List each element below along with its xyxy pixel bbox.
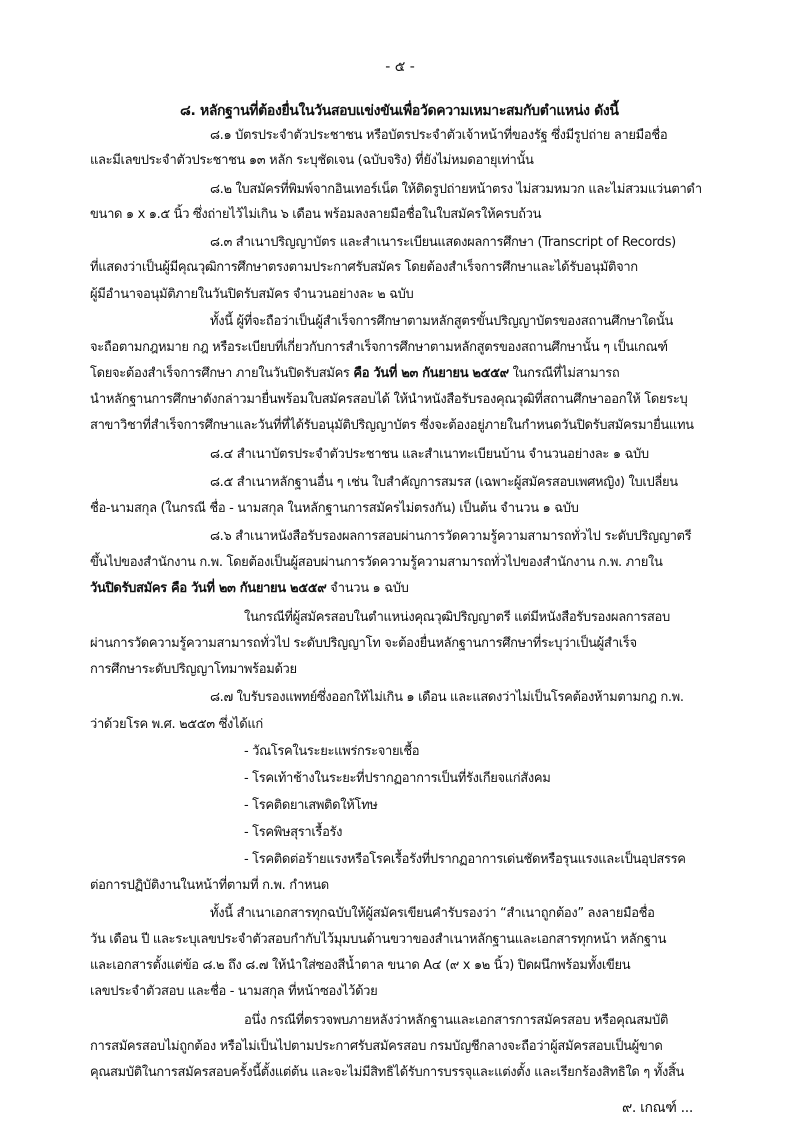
copies-para-line-1: ทั้งนี้ สำเนาเอกสารทุกฉบับให้ผู้สมัครเขียนคำรับรองว่า “สำเนาถูกต้อง” ลงลายมือชื่อ	[210, 906, 655, 921]
item-8-5-line-2: ชื่อ-นามสกุล (ในกรณี ชื่อ - นามสกุล ในหลักฐานการสมัครไม่ตรงกัน) เป็นต้น จำนวน ๑ ฉบับ	[90, 501, 579, 516]
note-para-line-1: อนึ่ง กรณีที่ตรวจพบภายหลังว่าหลักฐานและเอกสารการสมัครสอบ หรือคุณสมบัติ	[244, 1013, 669, 1028]
note-para-line-3: คุณสมบัติในการสมัครสอบครั้งนี้ตั้งแต่ต้น และจะไม่มีสิทธิได้รับการบรรจุและแต่งตั้ง และเรียกร้องสิทธิใด ๆ ทั้งสิ้น	[90, 1065, 685, 1080]
graduate-para-line-3a: โดยจะต้องสำเร็จการศึกษา ภายในวันปิดรับสมัคร	[90, 366, 354, 381]
disease-item: - วัณโรคในระยะแพร่กระจายเชื้อ	[244, 744, 420, 759]
bachelor-para-line-1: ในกรณีที่ผู้สมัครสอบในตำแหน่งคุณวุฒิปริญญาตรี แต่มีหนังสือรับรองผลการสอบ	[244, 610, 670, 625]
item-8-4-line-1: ๘.๔ สำเนาบัตรประจำตัวประชาชน และสำเนาทะเบียนบ้าน จำนวนอย่างละ ๑ ฉบับ	[210, 447, 649, 462]
disease-item: - โรคติดยาเสพติดให้โทษ	[244, 798, 378, 813]
copies-para-line-2: วัน เดือน ปี และระบุเลขประจำตัวสอบกำกับไว้มุมบนด้านขวาของสำเนาหลักฐานและเอกสารทุกหน้า หลักฐาน	[90, 932, 667, 947]
item-8-6-line-3	[90, 581, 409, 597]
bachelor-para-line-3: การศึกษาระดับปริญญาโทมาพร้อมด้วย	[90, 662, 297, 677]
item-8-3-line-3: ผู้มีอำนาจอนุมัติภายในวันปิดรับสมัคร จำนวนอย่างละ ๒ ฉบับ	[90, 287, 414, 302]
section-heading: ๘. หลักฐานที่ต้องยื่นในวันสอบแข่งขันเพื่อวัดความเหมาะสมกับตำแหน่ง ดังนี้	[180, 103, 619, 119]
copies-para-line-3: และเอกสารตั้งแต่ข้อ ๘.๒ ถึง ๘.๗ ให้นำใส่ซองสีน้ำตาล ขนาด A๔ (๙ x ๑๒ นิ้ว) ปิดผนึกพร้อมทั้งเขียน	[90, 958, 631, 973]
graduate-para-line-5: สาขาวิชาที่สำเร็จการศึกษาและวันที่ที่ได้รับอนุมัติปริญญาบัตร ซึ่งจะต้องอยู่ภายในกำหนดวันปิดรับสมัครมายื่นแทน	[90, 418, 694, 433]
item-8-7-line-2: ว่าด้วยโรค พ.ศ. ๒๕๕๓ ซึ่งได้แก่	[90, 717, 263, 732]
graduate-para-line-4: นำหลักฐานการศึกษาดังกล่าวมายื่นพร้อมใบสมัครสอบได้ ให้นำหนังสือรับรองคุณวุฒิที่สถานศึกษาออกให้ โดยระบุ	[90, 392, 688, 407]
graduate-deadline-date: คือ วันที่ ๒๓ กันยายน ๒๕๕๙	[353, 366, 509, 381]
item-8-7-line-3: ต่อการปฏิบัติงานในหน้าที่ตามที่ ก.พ. กำหนด	[90, 878, 329, 893]
continuation-marker: ๙. เกณฑ์ ...	[622, 1100, 693, 1116]
graduate-para-line-3c: ในกรณีที่ไม่สามารถ	[508, 366, 620, 381]
item-8-2-line-2: ขนาด ๑ x ๑.๕ นิ้ว ซึ่งถ่ายไว้ไม่เกิน ๖ เดือน พร้อมลงลายมือชื่อในใบสมัครให้ครบถ้วน	[90, 207, 542, 222]
item-8-2-line-1: ๘.๒ ใบสมัครที่พิมพ์จากอินเทอร์เน็ต ให้ติดรูปถ่ายหน้าตรง ไม่สวมหมวก และไม่สวมแว่นตาดำ	[210, 182, 702, 197]
item-8-6-line-2: ขึ้นไปของสำนักงาน ก.พ. โดยต้องเป็นผู้สอบผ่านการวัดความรู้ความสามารถทั่วไปของสำนักงาน ก.พ. ภายใน	[90, 555, 663, 570]
item-8-1-line-1: ๘.๑ บัตรประจำตัวประชาชน หรือบัตรประจำตัวเจ้าหน้าที่ของรัฐ ซึ่งมีรูปถ่าย ลายมือชื่อ	[210, 128, 668, 143]
disease-item: - โรคพิษสุราเรื้อรัง	[244, 825, 343, 840]
bachelor-para-line-2: ผ่านการวัดความรู้ความสามารถทั่วไป ระดับปริญญาโท จะต้องยื่นหลักฐานการศึกษาที่ระบุว่าเป็นผู้สำเร็จ	[90, 636, 637, 651]
note-para-line-2: การสมัครสอบไม่ถูกต้อง หรือไม่เป็นไปตามประกาศรับสมัครสอบ กรมบัญชีกลางจะถือว่าผู้สมัครสอบเป็นผู้ขาด	[90, 1039, 663, 1054]
exam-deadline-date: วันปิดรับสมัคร คือ วันที่ ๒๓ กันยายน ๒๕๕๙	[90, 581, 327, 596]
disease-item: - โรคติดต่อร้ายแรงหรือโรคเรื้อรังที่ปรากฏอาการเด่นชัดหรือรุนแรงและเป็นอุปสรรค	[244, 852, 686, 867]
graduate-para-line-1: ทั้งนี้ ผู้ที่จะถือว่าเป็นผู้สำเร็จการศึกษาตามหลักสูตรขั้นปริญญาบัตรของสถานศึกษาใดนั้น	[210, 314, 674, 329]
item-8-5-line-1: ๘.๕ สำเนาหลักฐานอื่น ๆ เช่น ใบสำคัญการสมรส (เฉพาะผู้สมัครสอบเพศหญิง) ใบเปลี่ยน	[210, 475, 678, 490]
copies-para-line-4: เลขประจำตัวสอบ และชื่อ - นามสกุล ที่หน้าซองไว้ด้วย	[90, 984, 378, 999]
item-8-3-line-2: ที่แสดงว่าเป็นผู้มีคุณวุฒิการศึกษาตรงตามประกาศรับสมัคร โดยต้องสำเร็จการศึกษาและได้รับอนุมัติจาก	[90, 260, 638, 275]
item-8-3-line-1: ๘.๓ สำเนาปริญญาบัตร และสำเนาระเบียนแสดงผลการศึกษา (Transcript of Records)	[210, 235, 676, 250]
item-8-6-line-1: ๘.๖ สำเนาหนังสือรับรองผลการสอบผ่านการวัดความรู้ความสามารถทั่วไป ระดับปริญญาตรี	[210, 529, 692, 544]
page-number: - ๕ -	[385, 59, 415, 75]
disease-item: - โรคเท้าช้างในระยะที่ปรากฏอาการเป็นที่รังเกียจแก่สังคม	[244, 771, 551, 786]
graduate-para-line-3	[90, 366, 619, 382]
graduate-para-line-2: จะถือตามกฎหมาย กฎ หรือระเบียบที่เกี่ยวกับการสำเร็จการศึกษาตามหลักสูตรของสถานศึกษานั้น ๆ เป็นเกณฑ์	[90, 340, 668, 355]
item-8-6-line-3b: จำนวน ๑ ฉบับ	[326, 581, 409, 596]
item-8-7-line-1: ๘.๗ ใบรับรองแพทย์ซึ่งออกให้ไม่เกิน ๑ เดือน และแสดงว่าไม่เป็นโรคต้องห้ามตามกฎ ก.พ.	[210, 690, 684, 705]
item-8-1-line-2: และมีเลขประจำตัวประชาชน ๑๓ หลัก ระบุชัดเจน (ฉบับจริง) ที่ยังไม่หมดอายุเท่านั้น	[90, 153, 534, 168]
